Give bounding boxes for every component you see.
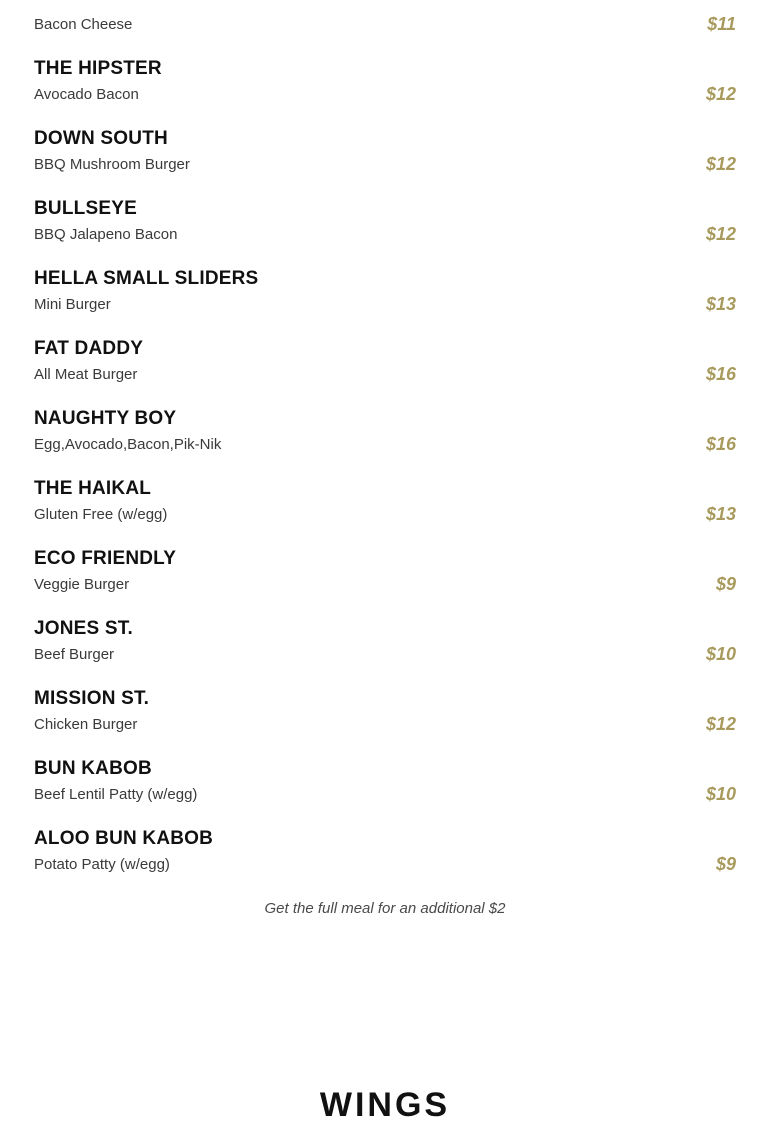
menu-item-price: $11 <box>707 14 736 34</box>
next-section-heading <box>0 1086 770 1125</box>
menu-item-name: THE HAIKAL <box>34 478 152 499</box>
menu-item-description: Avocado Bacon <box>34 86 139 103</box>
menu-item <box>34 50 736 120</box>
menu-item <box>34 540 736 610</box>
menu-item-description: Veggie Burger <box>34 576 130 593</box>
menu-item-price: $12 <box>705 154 736 174</box>
menu-item-price: $13 <box>705 294 736 314</box>
menu-item-description: All Meat Burger <box>34 366 138 383</box>
menu-item-description: Beef Burger <box>34 646 115 663</box>
menu-item-description: Beef Lentil Patty (w/egg) <box>34 786 198 803</box>
burger-menu-list <box>34 0 736 890</box>
menu-item-name: MISSION ST. <box>34 688 150 709</box>
menu-item-name: ALOO BUN KABOB <box>34 828 214 849</box>
menu-item-description: BBQ Jalapeno Bacon <box>34 226 178 243</box>
full-meal-note: Get the full meal for an additional $2 <box>264 900 506 917</box>
menu-item <box>34 750 736 820</box>
menu-item-price: $10 <box>705 644 736 664</box>
menu-item-name: ECO FRIENDLY <box>34 548 177 569</box>
menu-item <box>34 190 736 260</box>
menu-item-description: BBQ Mushroom Burger <box>34 156 190 173</box>
menu-item <box>34 400 736 470</box>
menu-item <box>34 260 736 330</box>
menu-item <box>34 120 736 190</box>
menu-item <box>34 330 736 400</box>
menu-item-description: Gluten Free (w/egg) <box>34 506 168 523</box>
menu-item <box>34 610 736 680</box>
menu-item <box>34 0 736 50</box>
menu-item <box>34 820 736 890</box>
menu-item-description: Egg,Avocado,Bacon,Pik-Nik <box>34 436 222 453</box>
menu-item-name: DOWN SOUTH <box>34 128 168 149</box>
menu-item-name: BULLSEYE <box>34 198 137 219</box>
menu-item-name: NAUGHTY BOY <box>34 408 177 429</box>
menu-item-description: Potato Patty (w/egg) <box>34 856 170 873</box>
menu-item-price: $13 <box>705 504 736 524</box>
menu-item-description: Chicken Burger <box>34 716 138 733</box>
menu-item-price: $9 <box>715 854 736 874</box>
menu-item-price: $16 <box>705 434 736 454</box>
next-section-title: WINGS <box>319 1086 451 1124</box>
menu-item-description: Mini Burger <box>34 296 111 313</box>
menu-item-name: BUN KABOB <box>34 758 152 779</box>
menu-item-name: HELLA SMALL SLIDERS <box>34 268 259 289</box>
menu-item <box>34 470 736 540</box>
menu-item-name: FAT DADDY <box>34 338 144 359</box>
menu-item <box>34 680 736 750</box>
menu-item-price: $12 <box>705 224 736 244</box>
menu-item-price: $10 <box>705 784 736 804</box>
menu-item-price: $12 <box>705 714 736 734</box>
menu-item-name: JONES ST. <box>34 618 133 639</box>
menu-item-name: THE HIPSTER <box>34 58 162 79</box>
menu-item-price: $9 <box>715 574 736 594</box>
menu-item-price: $16 <box>705 364 736 384</box>
menu-item-description: Bacon Cheese <box>34 16 133 33</box>
menu-item-price: $12 <box>705 84 736 104</box>
